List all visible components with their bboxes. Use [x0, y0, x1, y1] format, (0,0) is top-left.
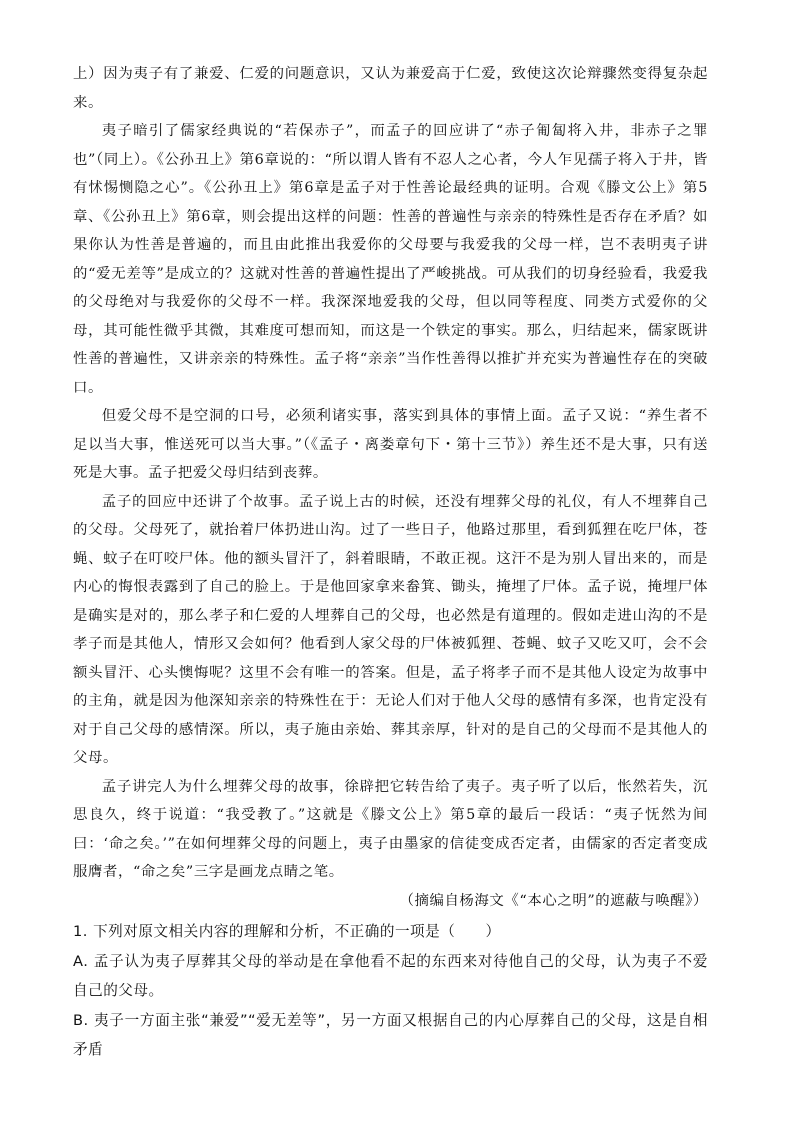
article-paragraph-5: 孟子讲完人为什么埋葬父母的故事，徐辟把它转告给了夷子。夷子听了以后，怅然若失，沉思良久，终于说道：“我受教了。”这就是《滕文公上》第5章的最后一段话：“夷子怃然为间曰：‘命之矣。’”在如何埋葬父母的问题上，夷子由墨家的信徒变成否定者，由儒家的否定者变成服膺者，“命之矣”三字是画龙点睛之笔。	[73, 778, 708, 880]
article-paragraph-1: 上）因为夷子有了兼爱、仁爱的问题意识，又认为兼爱高于仁爱，致使这次论辩骤然变得复杂起来。	[73, 66, 708, 111]
article-paragraph-3: 但爱父母不是空洞的口号，必须利诸实事，落实到具体的事情上面。孟子又说：“养生者不足以当大事，惟送死可以当大事。”（《孟子・离娄章句下・第十三节》）养生还不是大事，只有送死是大事。孟子把爱父母归结到丧葬。	[73, 408, 708, 481]
question-option-a: A. 孟子认为夷子厚葬其父母的举动是在拿他看不起的东西来对待他自己的父母，认为夷子不爱自己的父母。	[73, 953, 708, 999]
question-block	[73, 917, 708, 1064]
article-paragraph-2: 夷子暗引了儒家经典说的“若保赤子”，而孟子的回应讲了“赤子匍匐将入井，非赤子之罪也”（同上）。《公孙丑上》第6章说的：“所以谓人皆有不忍人之心者，今人乍见孺子将入于井，皆有怵惕恻隐之心”。《公孙丑上》第6章是孟子对于性善论最经典的证明。合观《滕文公上》第5章、《公孙丑上》第6章，则会提出这样的问题：性善的普遍性与亲亲的特殊性是否存在矛盾？如果你认为性善是普遍的，而且由此推出我爱你的父母要与我爱我的父母一样，岂不表明夷子讲的“爱无差等”是成立的？这就对性善的普遍性提出了严峻挑战。可从我们的切身经验看，我爱我的父母绝对与我爱你的父母不一样。我深深地爱我的父母，但以同等程度、同类方式爱你的父母，其可能性微乎其微，其难度可想而知，而这是一个铁定的事实。那么，归结起来，儒家既讲性善的普遍性，又讲亲亲的特殊性。孟子将“亲亲”当作性善得以推扩并充实为普遍性存在的突破口。	[73, 123, 708, 396]
question-option-b: B. 夷子一方面主张“兼爱”“爱无差等”，另一方面又根据自己的内心厚葬自己的父母，这是自相矛盾	[73, 1012, 708, 1058]
article-paragraph-4: 孟子的回应中还讲了个故事。孟子说上古的时候，还没有埋葬父母的礼仪，有人不埋葬自己的父母。父母死了，就抬着尸体扔进山沟。过了一些日子，他路过那里，看到狐狸在吃尸体，苍蝇、蚊子在叮咬尸体。他的额头冒汗了，斜着眼睛，不敢正视。这汗不是为别人冒出来的，而是内心的悔恨表露到了自己的脸上。于是他回家拿来畚箕、锄头，掩埋了尸体。孟子说，掩埋尸体是确实是对的，那么孝子和仁爱的人埋葬自己的父母，也必然是有道理的。假如走进山沟的不是孝子而是其他人，情形又会如何？他看到人家父母的尸体被狐狸、苍蝇、蚊子又吃又叮，会不会额头冒汗、心头懊悔呢？这里不会有唯一的答案。但是，孟子将孝子而不是其他人设定为故事中的主角，就是因为他深知亲亲的特殊性在于：无论人们对于他人父母的感情有多深，也肯定没有对于自己父母的感情深。所以，夷子施由亲始、葬其亲厚，针对的是自己的父母而不是其他人的父母。	[73, 493, 708, 766]
article-body	[73, 60, 708, 887]
question-stem: 1. 下列对原文相关内容的理解和分析，不正确的一项是（ ）	[73, 923, 501, 940]
article-source: （摘编自杨海文《“本心之明”的遮蔽与唤醒》）	[399, 892, 708, 909]
